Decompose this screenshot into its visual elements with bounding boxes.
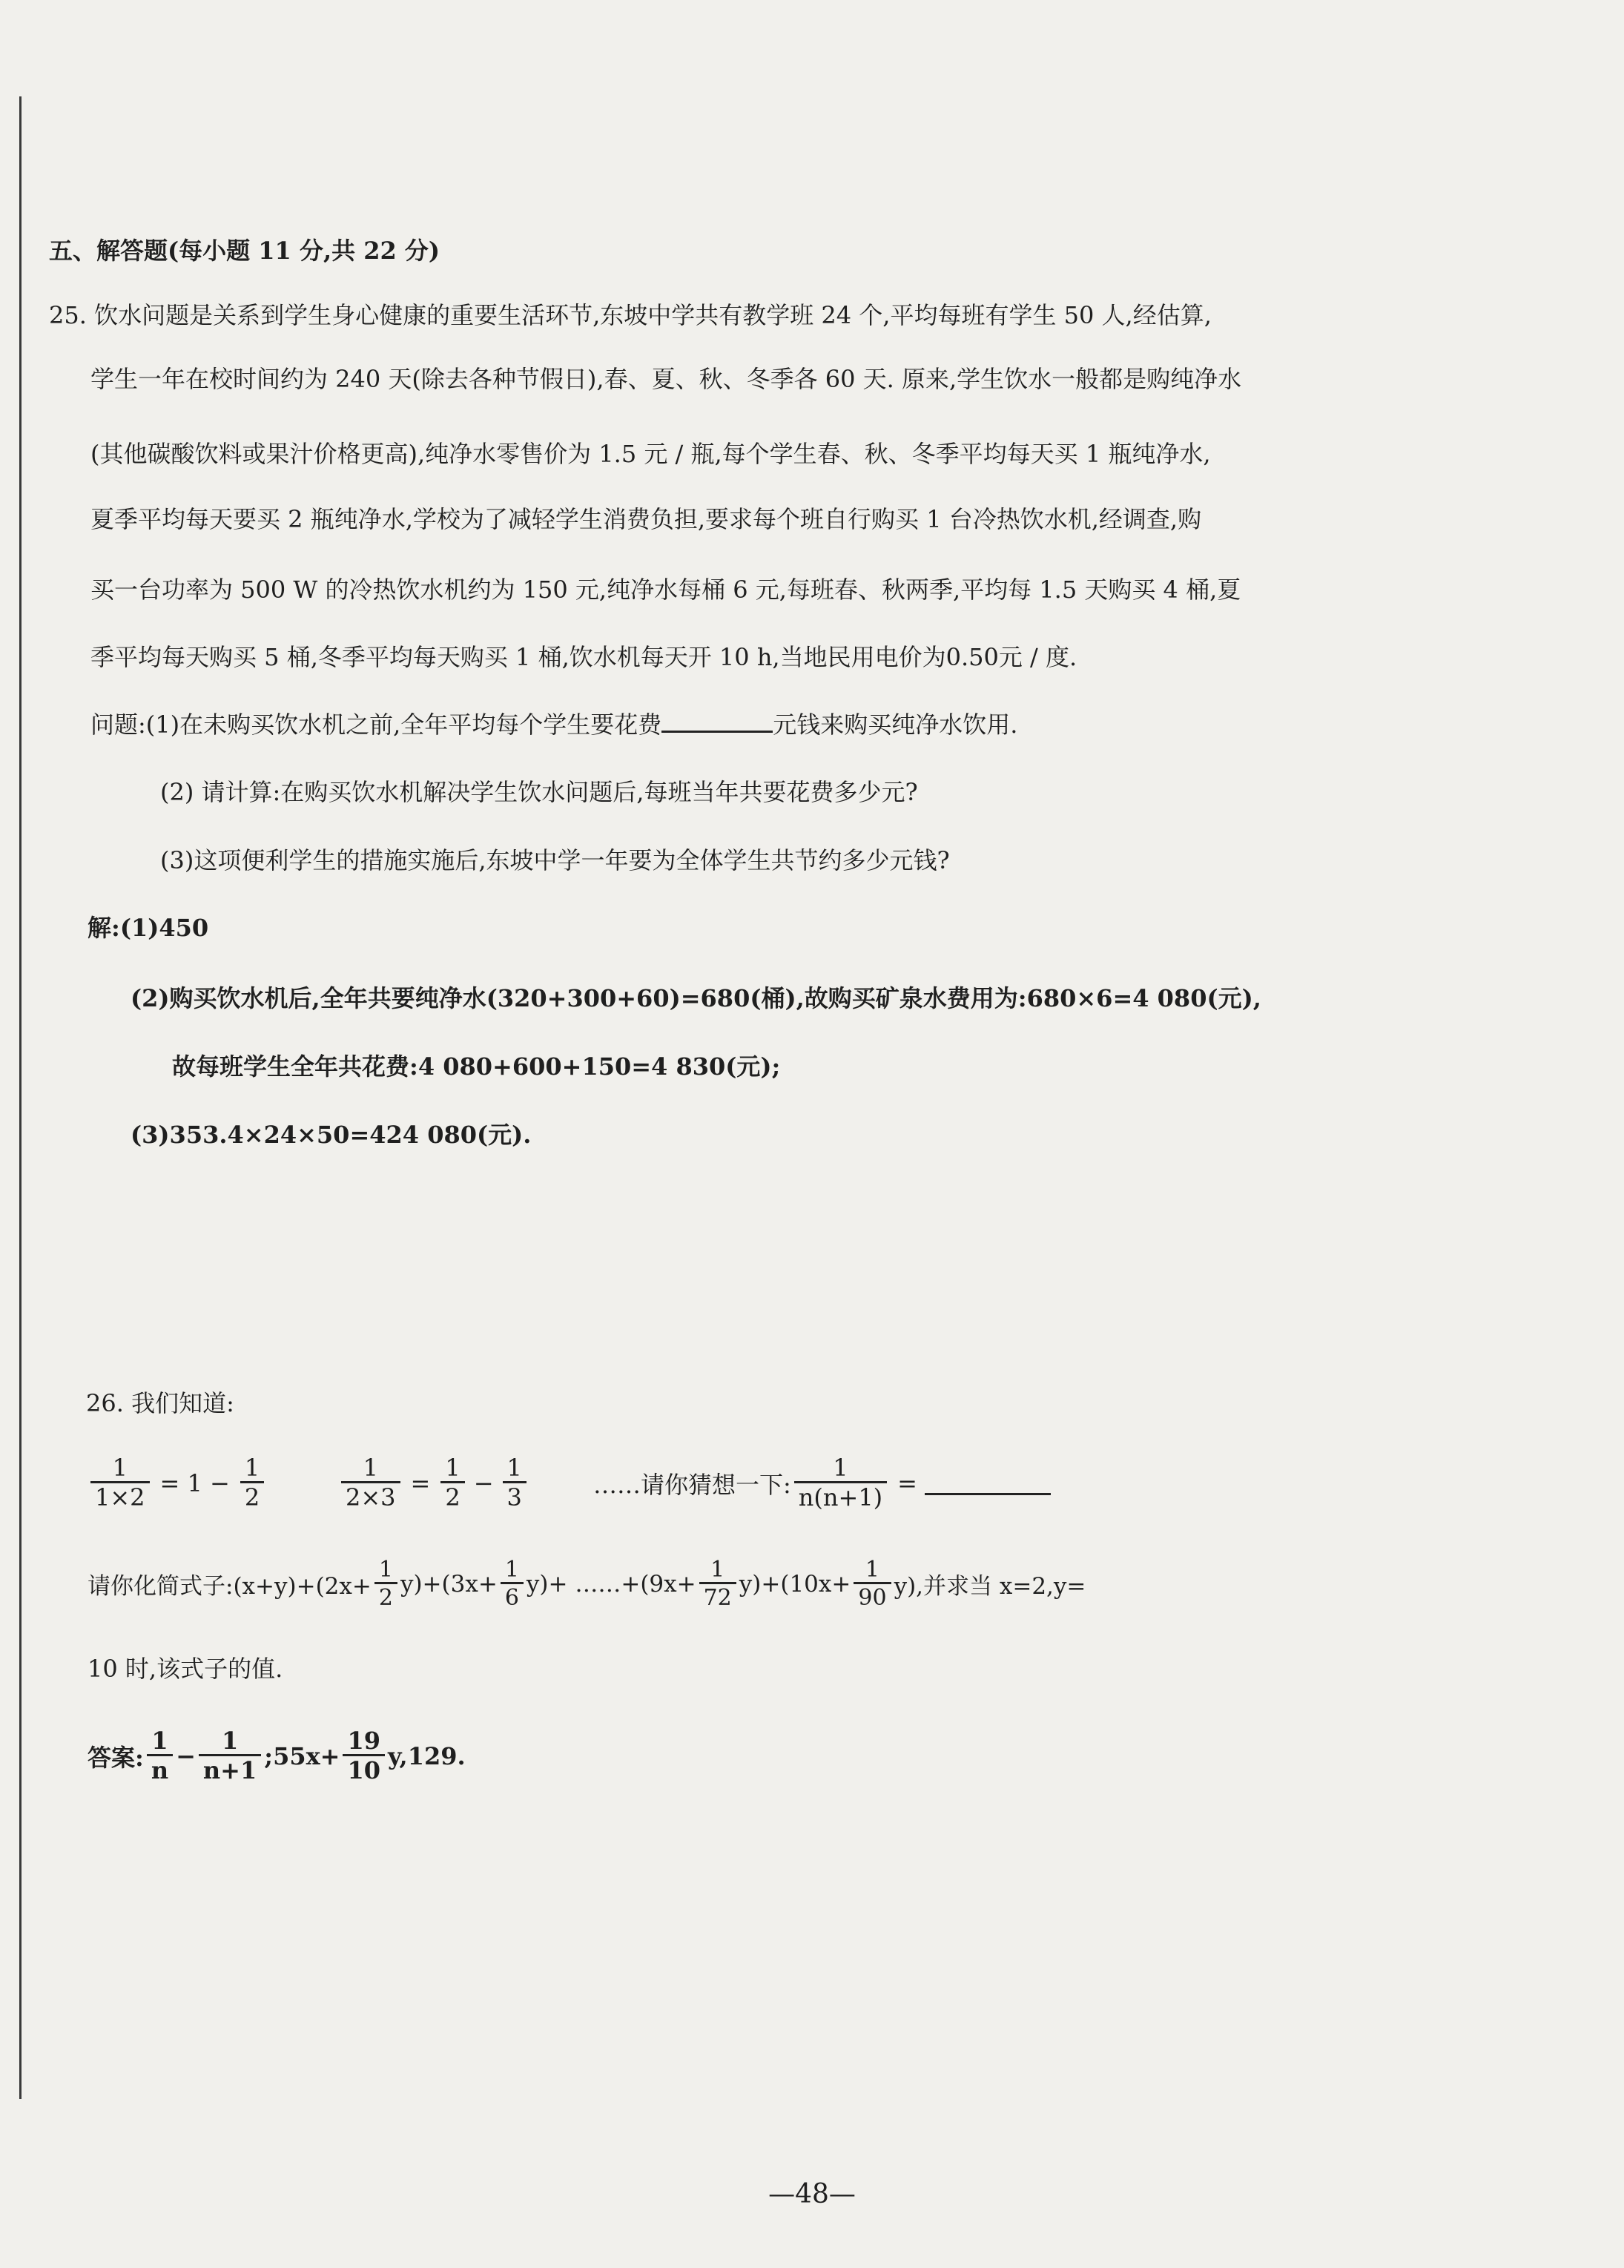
q25-answer-3: (3)353.4×24×50=424 080(元).: [131, 1121, 532, 1149]
answer-blank[interactable]: [925, 1471, 1051, 1495]
q26-eq-1: $\frac{1}{1\times 2}$ = 1 − $\frac{1}{2}$: [88, 1455, 267, 1511]
q25-question-1: [90, 710, 1017, 739]
q25-line-4: 夏季平均每天要买 2 瓶纯净水,学校为了减轻学生消费负担,要求每个班自行购买 1 台冷热饮水机,经调查,购: [90, 505, 1202, 533]
q25-line-6: 季平均每天购买 5 桶,冬季平均每天购买 1 桶,饮水机每天开 10 h,当地民用电价为0.50元 / 度.: [90, 643, 1077, 671]
q25-question-2: (2) 请计算:在购买饮水机解决学生饮水问题后,每班当年共要花费多少元?: [160, 778, 918, 806]
fraction: $\frac{19}{10}$: [343, 1728, 385, 1784]
q25-answer-1: 解:(1)450: [88, 914, 209, 942]
q26-guess: ……请你猜想一下: $\frac{1}{n(n+1)}$ =: [593, 1455, 1051, 1511]
q25-line-3: (其他碳酸饮料或果汁价格更高),纯净水零售价为 1.5 元 / 瓶,每个学生春、秋、冬季平均每天买 1 瓶纯净水,: [90, 440, 1211, 468]
q25-question-1-before: 问题:(1)在未购买饮水机之前,全年平均每个学生要花费: [90, 711, 662, 739]
q26-intro: 26. 我们知道:: [86, 1389, 234, 1417]
q25-answer-2: (2)购买饮水机后,全年共要纯净水(320+300+60)=680(桶),故购买矿泉水费用为:680×6=4 080(元),: [131, 984, 1261, 1012]
q25-line-1: 25. 饮水问题是关系到学生身心健康的重要生活环节,东坡中学共有教学班 24 个,平均每班有学生 50 人,经估算,: [49, 301, 1212, 329]
section-title: 五、解答题(每小题 11 分,共 22 分): [49, 237, 440, 265]
q25-question-1-after: 元钱来购买纯净水饮用.: [773, 711, 1018, 739]
fraction: $\frac{1}{72}$: [699, 1557, 736, 1610]
answer-blank[interactable]: [661, 731, 773, 733]
page-number: —48—: [768, 2179, 856, 2209]
fraction: $\frac{1}{2\times 3}$: [341, 1455, 400, 1511]
fraction: $\frac{1}{2}$: [240, 1455, 264, 1511]
q26-simplify: 请你化简式子:(x+y)+(2x+ $\frac{1}{2}$ y)+(3x+ $\frac{1}{6}$ y)+ ……+(9x+ $\frac{1}{72}$ y)+(10x+ $\frac{1}{90}$ y),并求当 x=2,y=: [88, 1557, 1086, 1611]
fraction: $\frac{1}{n(n+1)}$: [794, 1455, 887, 1511]
fraction: $\frac{1}{90}$: [854, 1557, 891, 1610]
fraction: $\frac{1}{6}$: [501, 1557, 524, 1610]
q25-line-5: 买一台功率为 500 W 的冷热饮水机约为 150 元,纯净水每桶 6 元,每班春、秋两季,平均每 1.5 天购买 4 桶,夏: [90, 576, 1241, 604]
fraction: $\frac{1}{1\times 2}$: [90, 1455, 150, 1511]
q25-answer-2b: 故每班学生全年共花费:4 080+600+150=4 830(元);: [172, 1052, 781, 1081]
margin-line: [19, 96, 22, 2099]
fraction: $\frac{1}{2}$: [440, 1455, 464, 1511]
fraction: $\frac{1}{n}$: [147, 1728, 173, 1784]
q26-answer: 答案: $\frac{1}{n}$ − $\frac{1}{n+1}$ ;55x+ $\frac{19}{10}$ y,129.: [88, 1727, 466, 1785]
q25-question-3: (3)这项便利学生的措施实施后,东坡中学一年要为全体学生共节约多少元钱?: [160, 846, 950, 874]
q26-eq-2: $\frac{1}{2\times 3}$ = $\frac{1}{2}$ − $\frac{1}{3}$: [338, 1455, 529, 1511]
q25-line-2: 学生一年在校时间约为 240 天(除去各种节假日),春、夏、秋、冬季各 60 天. 原来,学生饮水一般都是购纯净水: [90, 365, 1242, 393]
fraction: $\frac{1}{2}$: [374, 1557, 397, 1610]
fraction: $\frac{1}{n+1}$: [199, 1728, 261, 1784]
fraction: $\frac{1}{3}$: [503, 1455, 527, 1511]
q26-line-3: 10 时,该式子的值.: [88, 1655, 283, 1683]
guess-text: ……请你猜想一下:: [593, 1470, 791, 1499]
